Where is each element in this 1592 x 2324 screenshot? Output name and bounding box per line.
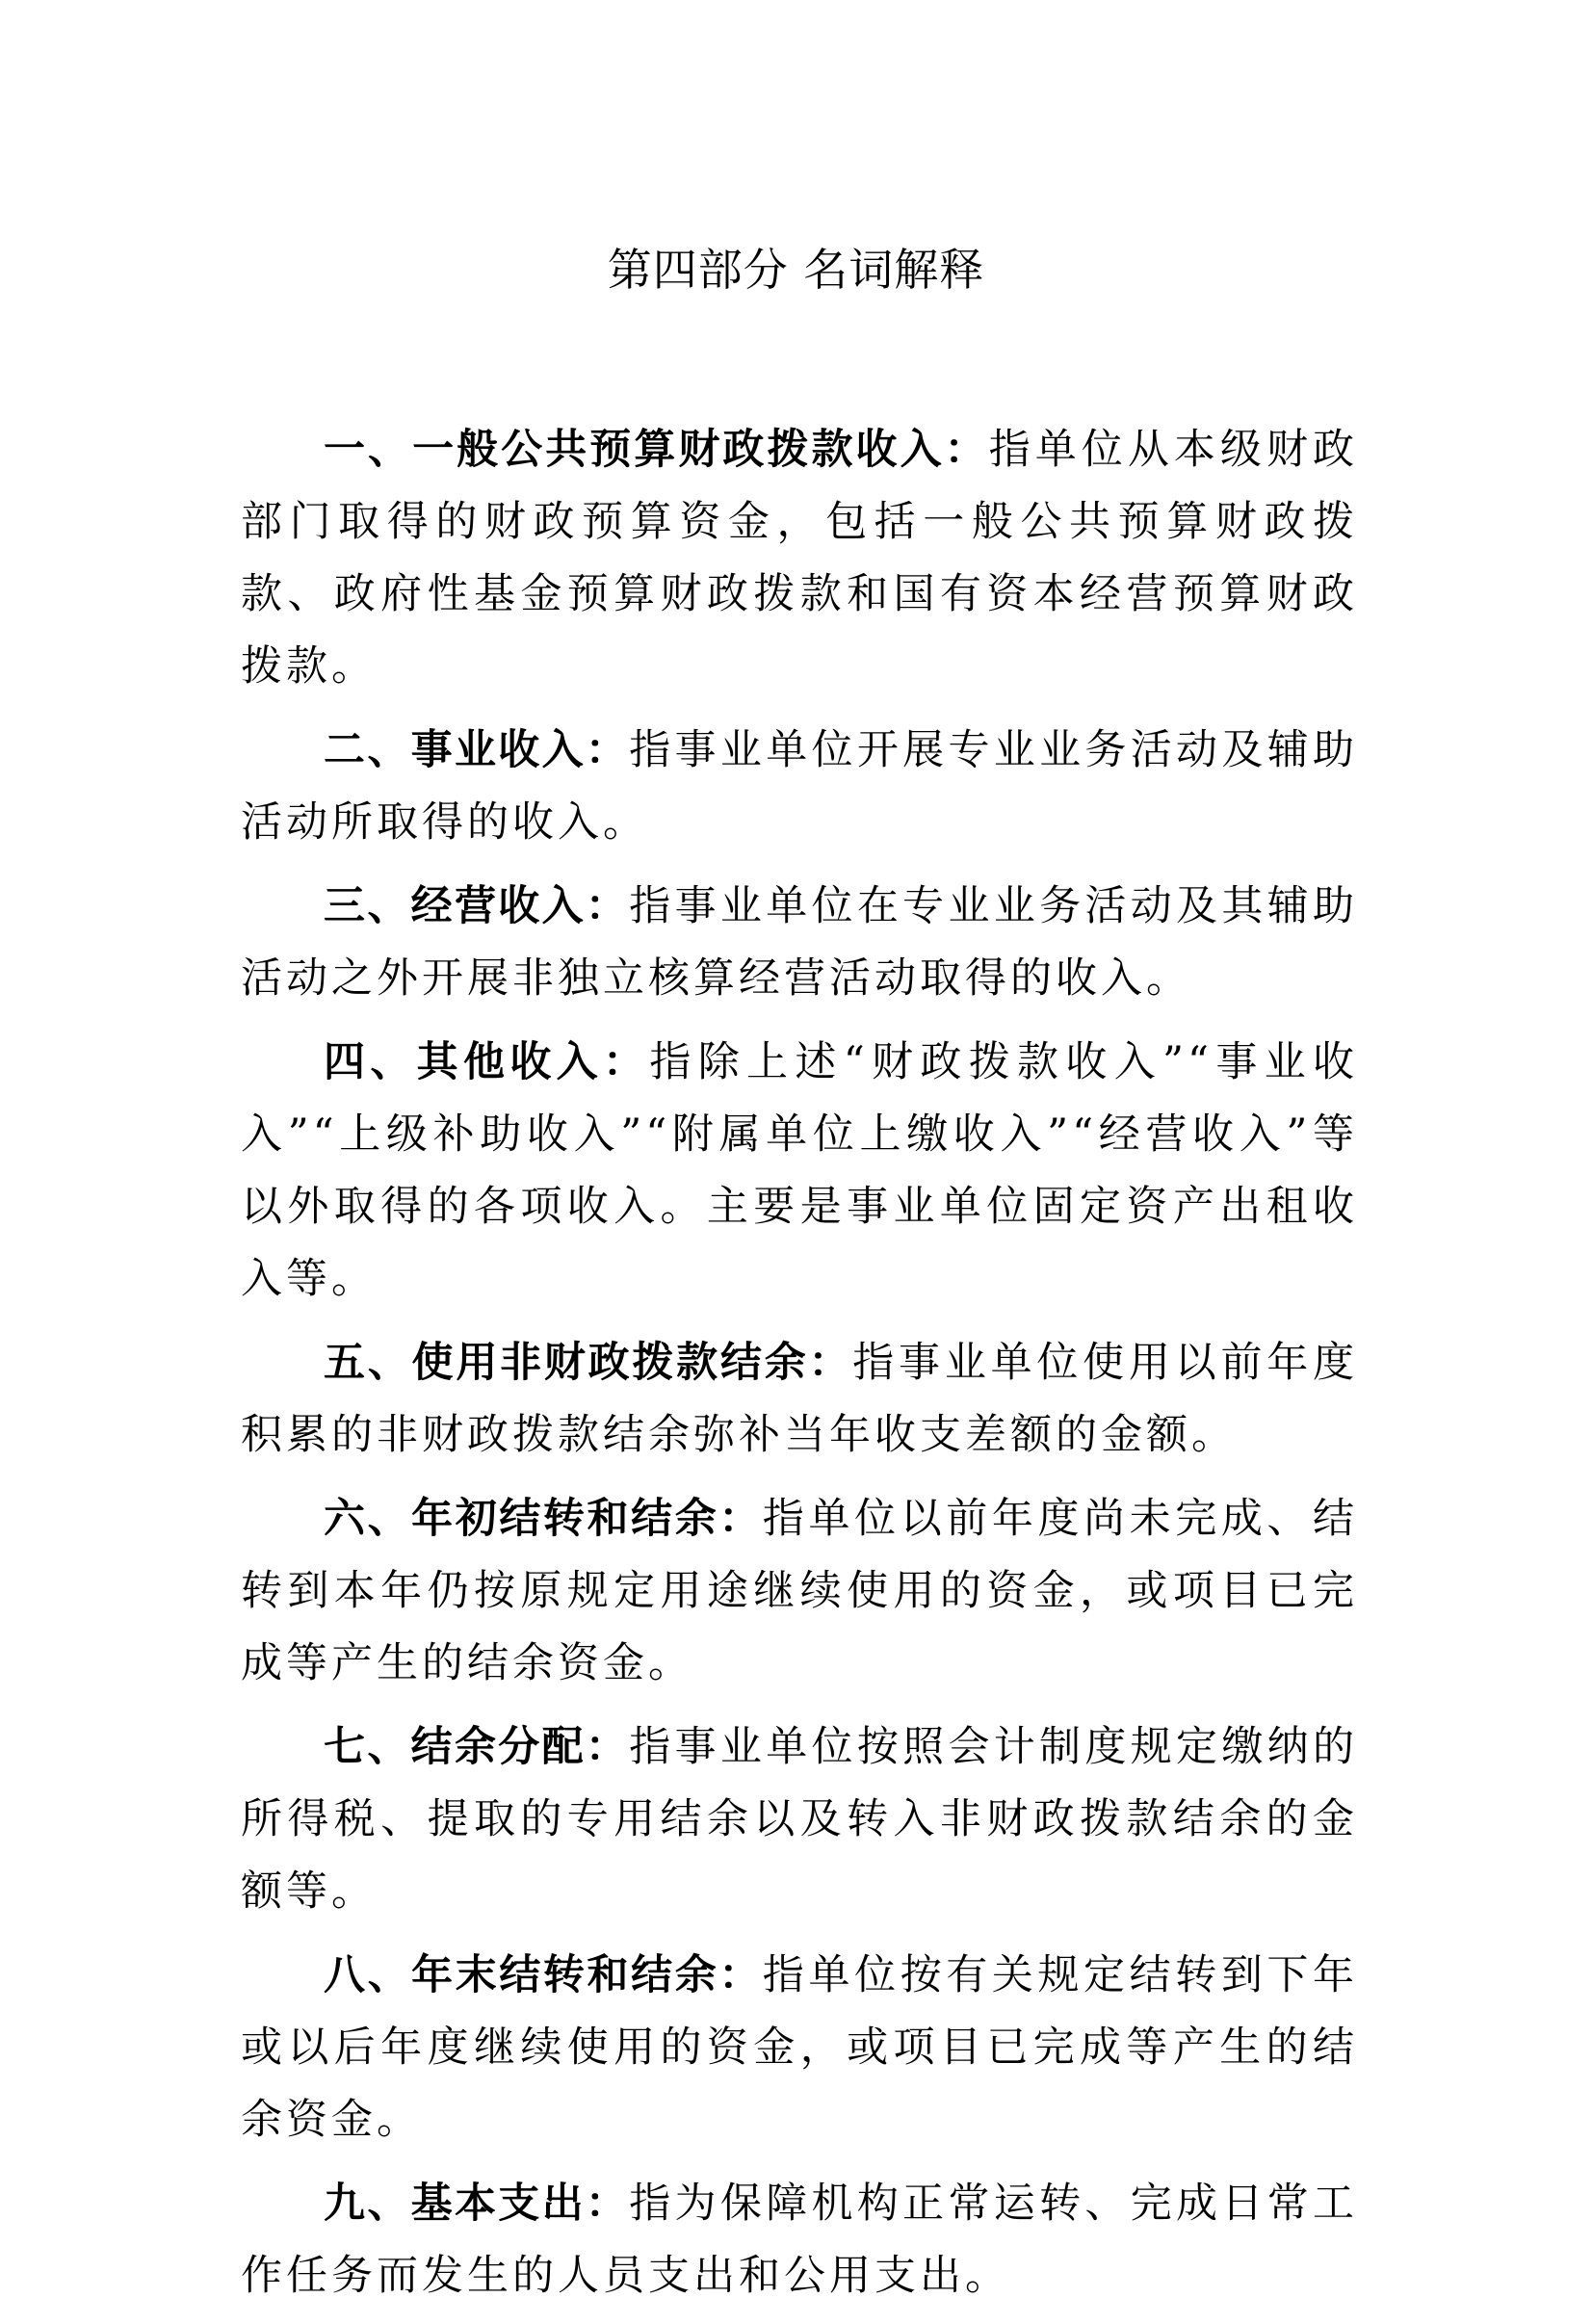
- glossary-definition: 指单位按有关规定结转到下年或以后年度继续使用的资金，或项目已完成等产生的结余资金。: [241, 1951, 1359, 2144]
- glossary-entry: [241, 871, 1358, 1015]
- glossary-definition: 指除上述“财政拨款收入”“事业收入”“上级补助收入”“附属单位上缴收入”“经营收入”等以外取得的各项收入。主要是事业单位固定资产出租收入等。: [241, 1038, 1359, 1303]
- glossary-definition: 指事业单位开展专业业务活动及辅助活动所取得的收入。: [241, 726, 1359, 847]
- glossary-definition: 指事业单位使用以前年度积累的非财政拨款结余弥补当年收支差额的金额。: [241, 1339, 1359, 1459]
- glossary-term: 七、结余分配：: [324, 1723, 630, 1771]
- glossary-entry: [241, 1711, 1358, 1928]
- glossary-entry: [241, 414, 1358, 703]
- glossary-entry: [241, 1940, 1358, 2156]
- glossary-entry: [241, 715, 1358, 859]
- glossary-definition: 指单位从本级财政部门取得的财政预算资金，包括一般公共预算财政拨款、政府性基金预算财政拨款和国有资本经营预算财政拨款。: [241, 426, 1359, 691]
- glossary-entry: [241, 1483, 1358, 1700]
- glossary-entry: [241, 2168, 1358, 2312]
- glossary-term: 二、事业收入：: [324, 726, 630, 774]
- glossary-term: 九、基本支出：: [324, 2180, 630, 2228]
- glossary-entry: [241, 1327, 1358, 1472]
- page-title: 第四部分 名词解释: [607, 244, 985, 296]
- glossary-body: [241, 414, 1358, 2324]
- glossary-term: 四、其他收入：: [324, 1038, 650, 1086]
- glossary-definition: 指事业单位在专业业务活动及其辅助活动之外开展非独立核算经营活动取得的收入。: [241, 882, 1359, 1003]
- glossary-term: 三、经营收入：: [324, 882, 630, 930]
- glossary-term: 一、一般公共预算财政拨款收入：: [324, 426, 989, 474]
- glossary-term: 五、使用非财政拨款结余：: [324, 1339, 853, 1387]
- glossary-definition: 指单位以前年度尚未完成、结转到本年仍按原规定用途继续使用的资金，或项目已完成等产生的结余资金。: [241, 1495, 1359, 1687]
- glossary-definition: 指事业单位按照会计制度规定缴纳的所得税、提取的专用结余以及转入非财政拨款结余的金额等。: [241, 1723, 1359, 1916]
- glossary-entry: [241, 1027, 1358, 1316]
- glossary-term: 八、年末结转和结余：: [324, 1951, 763, 1999]
- glossary-term: 六、年初结转和结余：: [324, 1495, 763, 1543]
- glossary-definition: 指为保障机构正常运转、完成日常工作任务而发生的人员支出和公用支出。: [241, 2180, 1359, 2300]
